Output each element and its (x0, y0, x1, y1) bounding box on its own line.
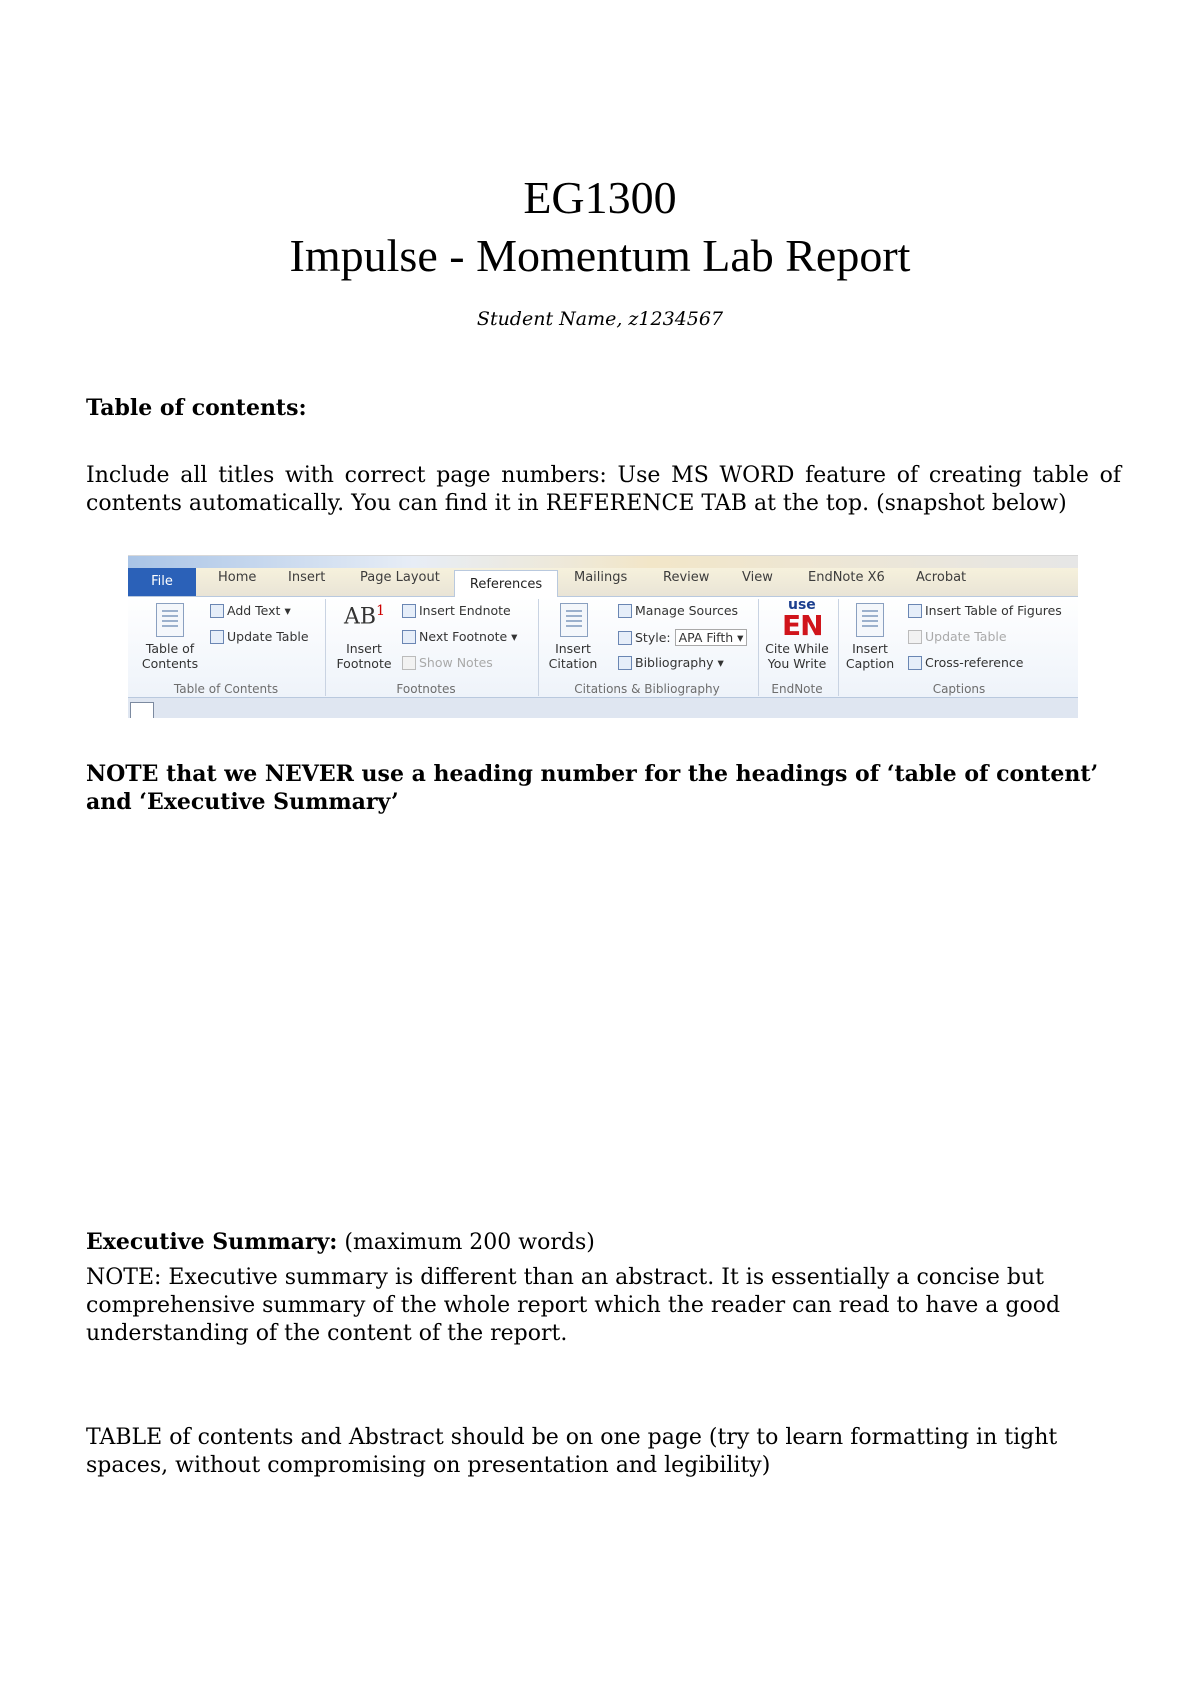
add-text-icon (210, 604, 224, 618)
insert-citation-button[interactable]: Insert Citation (548, 641, 598, 671)
ruler-tab-selector[interactable] (130, 702, 154, 718)
update-table-icon (210, 630, 224, 644)
show-notes-icon (402, 656, 416, 670)
add-text-button[interactable]: Add Text ▾ (210, 603, 291, 618)
style-value: APA Fifth (678, 630, 734, 645)
group-label-footnotes: Footnotes (396, 682, 456, 696)
tab-file[interactable]: File (128, 568, 196, 596)
show-notes-button[interactable] (402, 655, 493, 670)
cross-reference-icon (908, 656, 922, 670)
report-title: Impulse - Momentum Lab Report (289, 230, 911, 281)
ribbon-body (128, 597, 1078, 697)
group-label-citations: Citations & Bibliography (574, 682, 720, 696)
insert-table-of-figures-label: Insert Table of Figures (925, 603, 1062, 618)
tab-view[interactable]: View (742, 570, 773, 585)
layout-note: TABLE of contents and Abstract should be on one page (try to learn formatting in tight spaces, without compromising on presentation and legibility) (86, 1425, 1058, 1478)
group-separator (838, 599, 839, 696)
student-name: Student Name, z1234567 (476, 308, 724, 330)
insert-footnote-button[interactable]: Insert Footnote (336, 641, 392, 671)
style-label: Style: (635, 630, 671, 645)
executive-summary-limit: (maximum 200 words) (344, 1230, 595, 1255)
next-footnote-button[interactable]: Next Footnote ▾ (402, 629, 517, 644)
cross-reference-button[interactable] (908, 655, 1023, 670)
add-text-label: Add Text (227, 603, 281, 618)
insert-caption-button[interactable]: Insert Caption (845, 641, 895, 671)
update-table-label: Update Table (227, 629, 309, 644)
table-of-contents-button[interactable]: Table of Contents (141, 641, 199, 671)
executive-summary-heading-line (86, 1228, 1121, 1257)
ribbon-document-strip (128, 697, 1078, 718)
tab-home[interactable]: Home (218, 570, 257, 585)
tab-page-layout[interactable]: Page Layout (360, 570, 440, 585)
endnote-logo-en: EN (782, 609, 823, 642)
insert-table-of-figures-button[interactable] (908, 603, 1062, 618)
cite-while-you-write-button[interactable]: Cite While You Write (765, 641, 829, 671)
captions-update-table-icon (908, 630, 922, 644)
insert-footnote-icon (344, 603, 385, 629)
tab-endnote[interactable]: EndNote X6 (808, 570, 885, 585)
update-table-button[interactable] (210, 629, 309, 644)
next-footnote-icon (402, 630, 416, 644)
insert-caption-icon (856, 603, 884, 637)
endnote-logo-use: use (788, 597, 816, 613)
captions-update-table-button[interactable] (908, 629, 1007, 644)
style-dropdown[interactable]: APA Fifth ▾ (675, 629, 748, 646)
group-label-captions: Captions (932, 682, 986, 696)
captions-update-table-label: Update Table (925, 629, 1007, 644)
bibliography-button[interactable]: Bibliography ▾ (618, 655, 724, 670)
insert-endnote-label: Insert Endnote (419, 603, 511, 618)
insert-table-of-figures-icon (908, 604, 922, 618)
executive-summary-heading: Executive Summary: (86, 1229, 338, 1255)
toc-heading: Table of contents: (86, 395, 307, 421)
course-code: EG1300 (523, 172, 677, 223)
show-notes-label: Show Notes (419, 655, 493, 670)
manage-sources-label: Manage Sources (635, 603, 739, 618)
table-of-contents-icon (156, 603, 184, 637)
bibliography-label: Bibliography (635, 655, 714, 670)
style-selector[interactable] (618, 629, 747, 646)
group-label-endnote: EndNote (771, 682, 823, 696)
cross-reference-label: Cross-reference (925, 655, 1024, 670)
tab-insert[interactable]: Insert (288, 570, 326, 585)
manage-sources-icon (618, 604, 632, 618)
insert-citation-icon (560, 603, 588, 637)
insert-endnote-icon (402, 604, 416, 618)
tab-references[interactable]: References (454, 570, 558, 598)
toc-instruction: Include all titles with correct page numbers: Use MS WORD feature of creating table of contents automatically. You can find it in REFERENCE TAB at the top. (snapshot below) (86, 463, 1121, 516)
insert-endnote-button[interactable] (402, 603, 511, 618)
ribbon-titlebar (128, 556, 1078, 568)
footnote-icon-sup: 1 (376, 603, 385, 619)
executive-summary-note: NOTE: Executive summary is different than an abstract. It is essentially a concise but comprehensive summary of the whole report which the reader can read to have a good understanding of the content of the report. (86, 1265, 1061, 1346)
manage-sources-button[interactable] (618, 603, 738, 618)
ribbon-snapshot (128, 555, 1078, 718)
tab-review[interactable]: Review (663, 570, 710, 585)
bibliography-icon (618, 656, 632, 670)
tab-acrobat[interactable]: Acrobat (916, 570, 967, 585)
footnote-icon-text: AB (344, 604, 377, 630)
tab-mailings[interactable]: Mailings (574, 570, 628, 585)
note-heading: NOTE that we NEVER use a heading number for the headings of ‘table of content’ and ‘Executive Summary’ (86, 761, 1099, 815)
style-icon (618, 631, 632, 645)
group-separator (758, 599, 759, 696)
next-footnote-label: Next Footnote (419, 629, 508, 644)
group-label-table-of-contents: Table of Contents (173, 682, 279, 696)
